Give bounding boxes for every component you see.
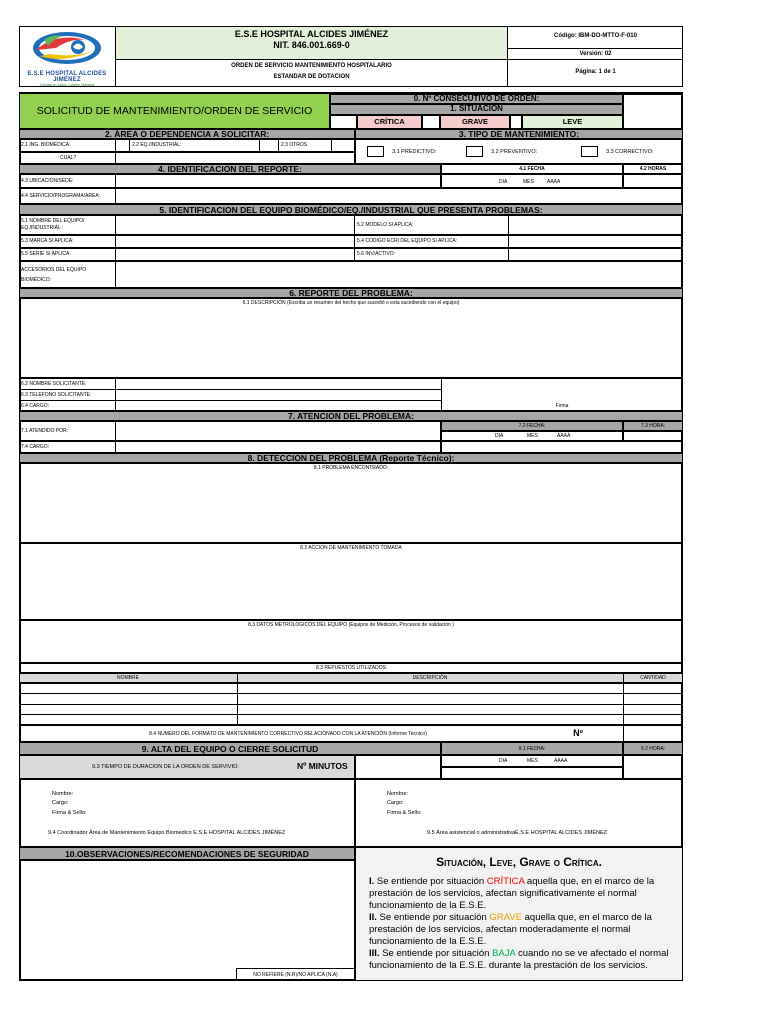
serie-input[interactable] — [115, 248, 355, 261]
fecha-mes: MES — [523, 179, 534, 185]
eq-industrial-label: 2.2 EQ./INDUSTRIAL: — [132, 142, 182, 148]
codigo-ecri-input[interactable] — [508, 235, 683, 248]
alta-aaaa: AAAA — [554, 758, 568, 764]
atencion-hora-input[interactable] — [623, 431, 683, 441]
identificacion-equipo-header: 5. IDENTIFICACION DEL EQUIPO BIOMÉDICO/EQ./INDUSTRIAL QUE PRESENTA PROBLEMAS: — [19, 204, 683, 215]
situacion-critica-label: CRÍTICA — [374, 117, 405, 126]
formato-numero-label: Nº — [573, 728, 583, 738]
ing-biomedica-label: 2.1 ING. BIOMEDICA: — [21, 142, 71, 148]
datos-metrologicos-textarea[interactable] — [20, 629, 682, 662]
situacion-grave-label: GRAVE — [461, 117, 489, 126]
alta-equipo-header: 9. ALTA DEL EQUIPO O CIERRE SOLICITUD — [19, 742, 441, 755]
nombre-solicitante-input[interactable] — [116, 379, 440, 389]
marca-input[interactable] — [115, 235, 355, 248]
logo-emblem-icon — [26, 30, 108, 66]
hospital-name: E.S.E HOSPITAL ALCIDES JIMÉNEZ — [234, 29, 389, 39]
codigo-ecri-label: 5.4 CODIGO ECRI DEL EQUIPO SI APLICA: — [357, 238, 458, 244]
table-row[interactable] — [20, 694, 682, 703]
asist-firma-label: Firma & Sello: — [387, 810, 422, 816]
firma-solicitante-area[interactable] — [442, 379, 682, 401]
problema-encontrado-label: 8.1 PROBLEMA ENCONTRADO: — [313, 465, 389, 471]
eq-industrial-check[interactable] — [259, 139, 279, 152]
legend-title: Situación, Leve, Grave o Crítica. — [436, 855, 602, 869]
no-refiere-label: NO REFIERE (N.R)/NO APLICA (N.A) — [236, 968, 355, 981]
coord-cargo-label: Cargo: — [52, 800, 69, 806]
doc-code: Código: IBM-DO-MTTO-F-010 — [554, 33, 637, 39]
situacion-blank — [330, 115, 357, 129]
table-row[interactable] — [20, 715, 682, 724]
alta-dia: DIA — [499, 758, 508, 764]
legend-item-2: II. Se entiende por situación GRAVE aquella que, en el marco de la prestación de los servicios, afectan moderadamente el normal funcionamiento de la E.S.E. — [369, 912, 652, 947]
alta-fecha-label: 9.1 FECHA: — [518, 746, 546, 752]
identificacion-reporte-header: 4. IDENTIFICACION DEL REPORTE: — [19, 164, 441, 174]
horas-input[interactable] — [623, 174, 683, 188]
cual-input[interactable] — [115, 152, 355, 164]
formato-label: 8.4 NUMERO DEL FORMATO DE MANTENIMIENTO CORRECTIVO RELACIONADO CON LA ATENCIÓN (Informe Tecnico) — [149, 731, 427, 737]
preventivo-label: 3.2 PREVENTIVO: — [491, 149, 538, 155]
asistencial-label: 9.5 Área asistencial o administrativaE.S.E HOSPITAL ALCIDES JIMÉNEZ — [427, 830, 608, 836]
coordinador-label: 9.4 Coordinador Área de Mantenimiento Equipo Biomedico E.S.E HOSPITAL ALCIDES JIMÉNEZ — [48, 830, 286, 836]
accion-tomada-textarea[interactable] — [20, 552, 682, 619]
descripcion-label: 6.1 DESCRIPCIÓN (Escriba un resumen del hecho que sucedió o esta sucediendo con el equipo) — [242, 300, 460, 306]
preventivo-check[interactable] — [466, 146, 483, 157]
legend-item-1: I. Se entiende por situación CRÍTICA aquella que, en el marco de la prestación de los servicios, afectan significativamente el normal funcionamiento de la E.S.E. — [369, 876, 655, 911]
col-nombre: NOMBRE — [117, 675, 139, 681]
modelo-input[interactable] — [508, 215, 683, 235]
datos-metrologicos-label: 8.3 DATOS METROLOGICOS DEL EQUIPO (Equipos de Medición, Procesos de validación ) — [248, 622, 454, 628]
telefono-solicitante-label: 6.3 TELEFONO SOLICITANTE: — [21, 392, 92, 398]
situacion-leve-label: LEVE — [562, 117, 583, 126]
situacion-label: 1. SITUACIÓN — [450, 104, 503, 113]
cargo-solicitante-label: 6.4 CARGO: — [21, 403, 50, 409]
minutos-label: Nº MINUTOS — [297, 761, 348, 771]
critica-check[interactable] — [422, 115, 440, 129]
coord-nombre-label: Nombre: — [52, 791, 74, 797]
cual-label: CUAL? — [60, 155, 77, 161]
doc-version: Versión: 02 — [579, 51, 612, 57]
ing-biomedica-check[interactable] — [115, 139, 130, 152]
predictivo-check[interactable] — [367, 146, 384, 157]
nombre-equipo-label-1: 5.1 NOMBRE DEL EQUIPO/ — [21, 218, 85, 224]
serie-label: 5.5 SERIE SI APLICA: — [21, 251, 71, 257]
descripcion-textarea[interactable] — [20, 308, 682, 377]
doc-page: Página: 1 de 1 — [575, 69, 616, 75]
area-section-header: 2. ÁREA O DEPENDENCIA A SOLICITAR: — [19, 129, 355, 139]
cargo-atencion-label: 7.4 CARGO: — [21, 444, 50, 450]
inv-label: 5.6 INV/ACTIVO: — [357, 251, 396, 257]
marca-label: 5.3 MARCA SI APLICA: — [21, 238, 74, 244]
atencion-hora-label: 7.3 HORA: — [640, 423, 666, 429]
tipo-mantenimiento-header: 3. TIPO DE MANTENIMIENTO: — [355, 129, 683, 139]
table-row[interactable] — [20, 705, 682, 714]
repuestos-label: 8.3 REPUESTOS UTILIZADOS — [316, 665, 386, 671]
problema-encontrado-textarea[interactable] — [20, 472, 682, 542]
logo-tagline: Calidad en Salud, Calidez Humana — [39, 83, 95, 87]
alta-mes: MES — [527, 758, 538, 764]
doc-title-line2: ESTANDAR DE DOTACION — [273, 74, 350, 80]
atencion-aaaa: AAAA — [557, 433, 571, 439]
modelo-label: 5.2 MODELO SI APLICA: — [357, 222, 414, 228]
asist-nombre-label: Nombre: — [387, 791, 409, 797]
observaciones-header: 10.OBSERVACIONES/RECOMENDACIONES DE SEGURIDAD — [19, 847, 355, 860]
consecutivo-label: 0. Nº CONSECUTIVO DE ORDEN: — [413, 94, 540, 103]
observaciones-textarea[interactable] — [19, 860, 355, 981]
col-cantidad: CANTIDAD — [640, 675, 666, 681]
asist-cargo-label: Cargo: — [387, 800, 404, 806]
nombre-equipo-input[interactable] — [115, 215, 355, 235]
critica-word: CRÍTICA — [486, 876, 525, 887]
telefono-solicitante-input[interactable] — [116, 390, 440, 400]
coord-firma-label: Firma & Sello: — [52, 810, 87, 816]
otros-check[interactable] — [331, 139, 355, 152]
fecha-aaaa: AAAA — [547, 179, 561, 185]
ubicacion-label: 4.3 UBICACIÓN/SEDE: — [21, 178, 74, 184]
cargo-atencion-input[interactable] — [115, 441, 441, 453]
alta-hora-input[interactable] — [623, 755, 683, 779]
correctivo-label: 3.3 CORRECTIVO: — [606, 149, 654, 155]
atencion-dia: DIA — [495, 433, 504, 439]
atencion-fecha-label: 7.2 FECHA: — [518, 423, 546, 429]
servicio-input[interactable] — [115, 188, 683, 204]
accesorios-label-2: BIOMÉDICO: — [21, 277, 52, 283]
firma-label: Firma — [555, 403, 569, 409]
formato-numero-input[interactable] — [623, 725, 683, 742]
predictivo-label: 3.1 PREDICTIVO: — [392, 149, 437, 155]
atendido-input[interactable] — [115, 421, 441, 441]
atendido-label: 7.1 ATENDIDO POR: — [21, 428, 69, 434]
correctivo-check[interactable] — [581, 146, 598, 157]
minutos-input[interactable] — [355, 755, 441, 779]
form-title: SOLICITUD DE MANTENIMIENTO/ORDEN DE SERVICIO — [36, 105, 313, 117]
nombre-equipo-label-2: EQ./INDUSTRIAL : — [21, 225, 64, 231]
inv-input[interactable] — [508, 248, 683, 261]
deteccion-problema-header: 8. DETECCION DEL PROBLEMA (Reporte Técnico): — [19, 453, 683, 463]
legend-text — [369, 876, 679, 972]
fecha-dia: DIA — [499, 179, 508, 185]
grave-word: GRAVE — [489, 912, 522, 923]
col-descripcion: DESCRIPCIÓN — [412, 675, 448, 681]
doc-title-line1: ORDEN DE SERVICIO MANTENIMIENTO HOSPITALARIO — [231, 63, 392, 69]
otros-label: 2.3 OTROS — [281, 142, 308, 148]
table-row[interactable] — [20, 684, 682, 693]
tiempo-label: 9.3 TIEMPO DE DURACION DE LA ORDEN DE SERVIVIO: — [92, 764, 239, 770]
alta-hora-label: 9.2 HORA: — [640, 746, 666, 752]
accesorios-label-1: ACCESORIOS DEL EQUIPO — [21, 267, 87, 273]
atencion-mes: MES — [527, 433, 538, 439]
consecutivo-input[interactable] — [623, 94, 683, 129]
hospital-nit: NIT. 846.001.669-0 — [273, 40, 350, 50]
cargo-solicitante-input[interactable] — [116, 401, 440, 411]
accesorios-input[interactable] — [115, 261, 683, 288]
baja-word: BAJA — [492, 948, 516, 959]
accion-tomada-label: 8.2 ACCION DE MANTENIMIENTO TOMADA — [300, 545, 402, 551]
legend-item-3: III. Se entiende por situación BAJA cuando no se ve afectado el normal funcionamiento de la E.S.E. durante la prestación de los servicios. — [369, 948, 669, 971]
nombre-solicitante-label: 6.2 NOMBRE SOLICITANTE: — [21, 381, 87, 387]
grave-check[interactable] — [510, 115, 522, 129]
fecha-label: 4.1 FECHA — [519, 166, 545, 172]
reporte-problema-header: 6. REPORTE DEL PROBLEMA: — [19, 288, 683, 298]
horas-label: 4.2 HORAS — [639, 166, 667, 172]
servicio-label: 4.4 SERVICIO/PROGRAMA/AREA: — [21, 193, 101, 199]
logo-text: E.S.E HOSPITAL ALCIDES JIMÉNEZ — [27, 71, 107, 83]
hospital-logo — [26, 30, 108, 87]
ubicacion-input[interactable] — [115, 174, 441, 188]
atencion-problema-header: 7. ATENCION DEL PROBLEMA: — [19, 411, 683, 421]
